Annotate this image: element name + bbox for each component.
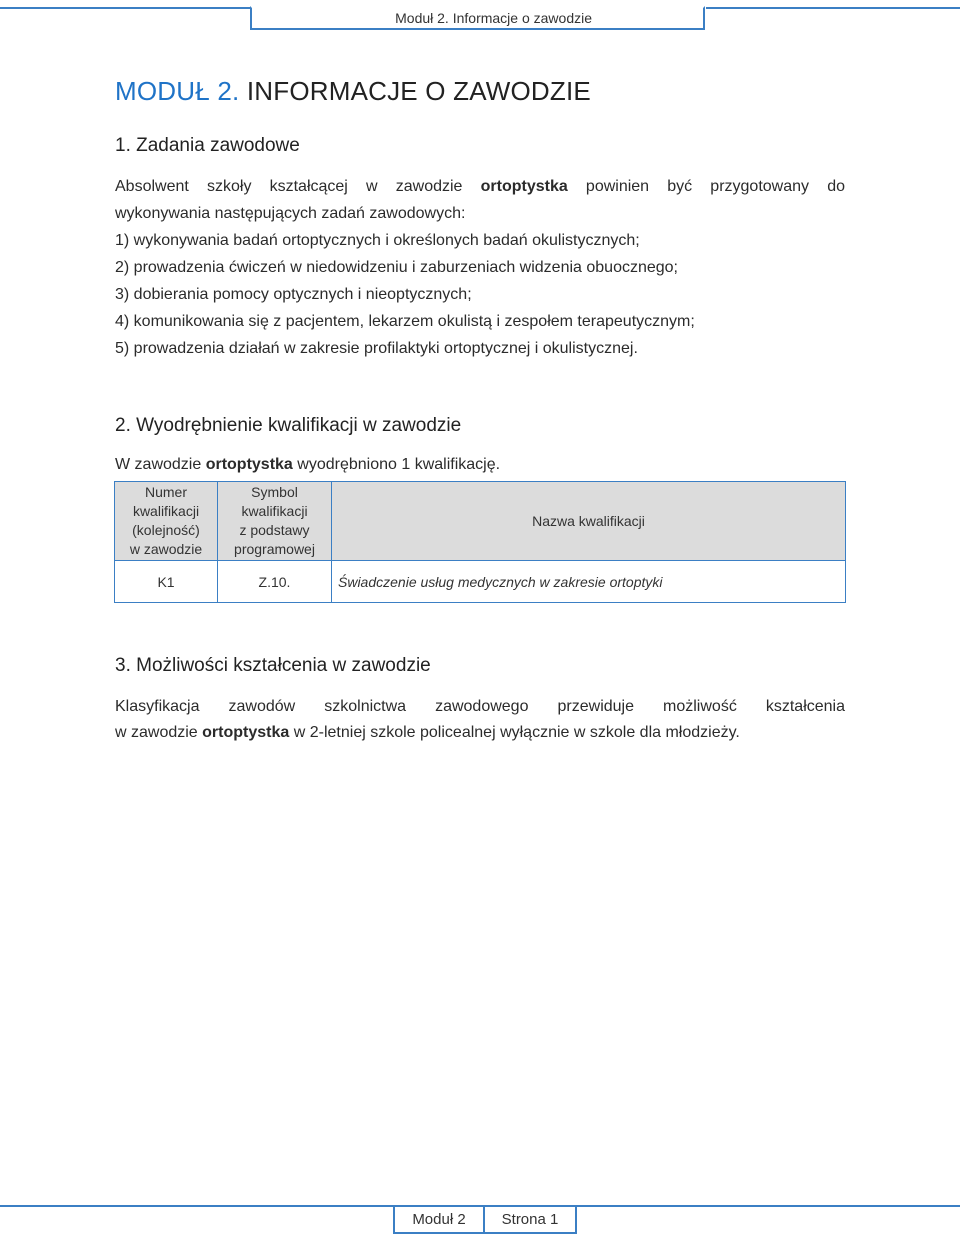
table-row [115,561,846,603]
list-item: 4) komunikowania się z pacjentem, lekarzem okulistą i zespołem terapeutycznym; [115,313,695,330]
list-item: 2) prowadzenia ćwiczeń w niedowidzeniu i zaburzeniach widzenia obuocznego; [115,259,678,276]
title-text: INFORMACJE O ZAWODZIE [246,76,591,106]
section-2-heading: 2. Wyodrębnienie kwalifikacji w zawodzie [115,415,462,436]
section-1-heading: 1. Zadania zawodowe [115,135,300,156]
qualifications-table [114,481,846,603]
occupation-name: ortoptystka [202,724,290,741]
section-3-line-1: Klasyfikacja zawodów szkolnictwa zawodowego przewiduje możliwość kształcenia [115,698,845,715]
section-1-intro-line-2: wykonywania następujących zadań zawodowych: [115,205,466,222]
header-rule-left [0,7,251,9]
list-item: 1) wykonywania badań ortoptycznych i określonych badań okulistycznych; [115,232,640,249]
table-header-row [115,482,846,561]
list-item: 5) prowadzenia działań w zakresie profilaktyki ortoptycznej i okulistycznej. [115,340,638,357]
footer-page-number: Strona 1 [501,1211,559,1228]
footer-module-box [393,1205,485,1234]
footer-rule-left [0,1205,395,1207]
occupation-name: ortoptystka [205,456,293,473]
cell-symbol: Z.10. [218,561,332,603]
page-title [115,76,591,107]
header-qualification-name: Nazwa kwalifikacji [332,482,846,561]
cell-number: K1 [115,561,218,603]
title-module-number: MODUŁ 2. [115,76,240,106]
header-qualification-number: Numer kwalifikacji (kolejność) w zawodzie [115,482,218,561]
occupation-name: ortoptystka [480,178,568,195]
section-3-heading: 3. Możliwości kształcenia w zawodzie [115,655,431,676]
section-1-intro-line-1: Absolwent szkoły kształcącej w zawodzie ortoptystka powinien być przygotowany do [115,178,845,195]
cell-name: Świadczenie usług medycznych w zakresie ortoptyki [332,561,846,603]
section-2-intro: W zawodzie ortoptystka wyodrębniono 1 kwalifikację. [115,456,501,473]
header-qualification-symbol: Symbol kwalifikacji z podstawy programowej [218,482,332,561]
footer-module: Moduł 2 [412,1211,466,1228]
footer-rule-right [575,1205,960,1207]
footer-page-box [483,1205,577,1234]
section-3-line-2: w zawodzie ortoptystka w 2-letniej szkole policealnej wyłącznie w szkole dla młodzieży. [115,724,740,741]
header-text: Moduł 2. Informacje o zawodzie [395,10,592,26]
header-rule-right [706,7,960,9]
list-item: 3) dobierania pomocy optycznych i nieoptycznych; [115,286,472,303]
